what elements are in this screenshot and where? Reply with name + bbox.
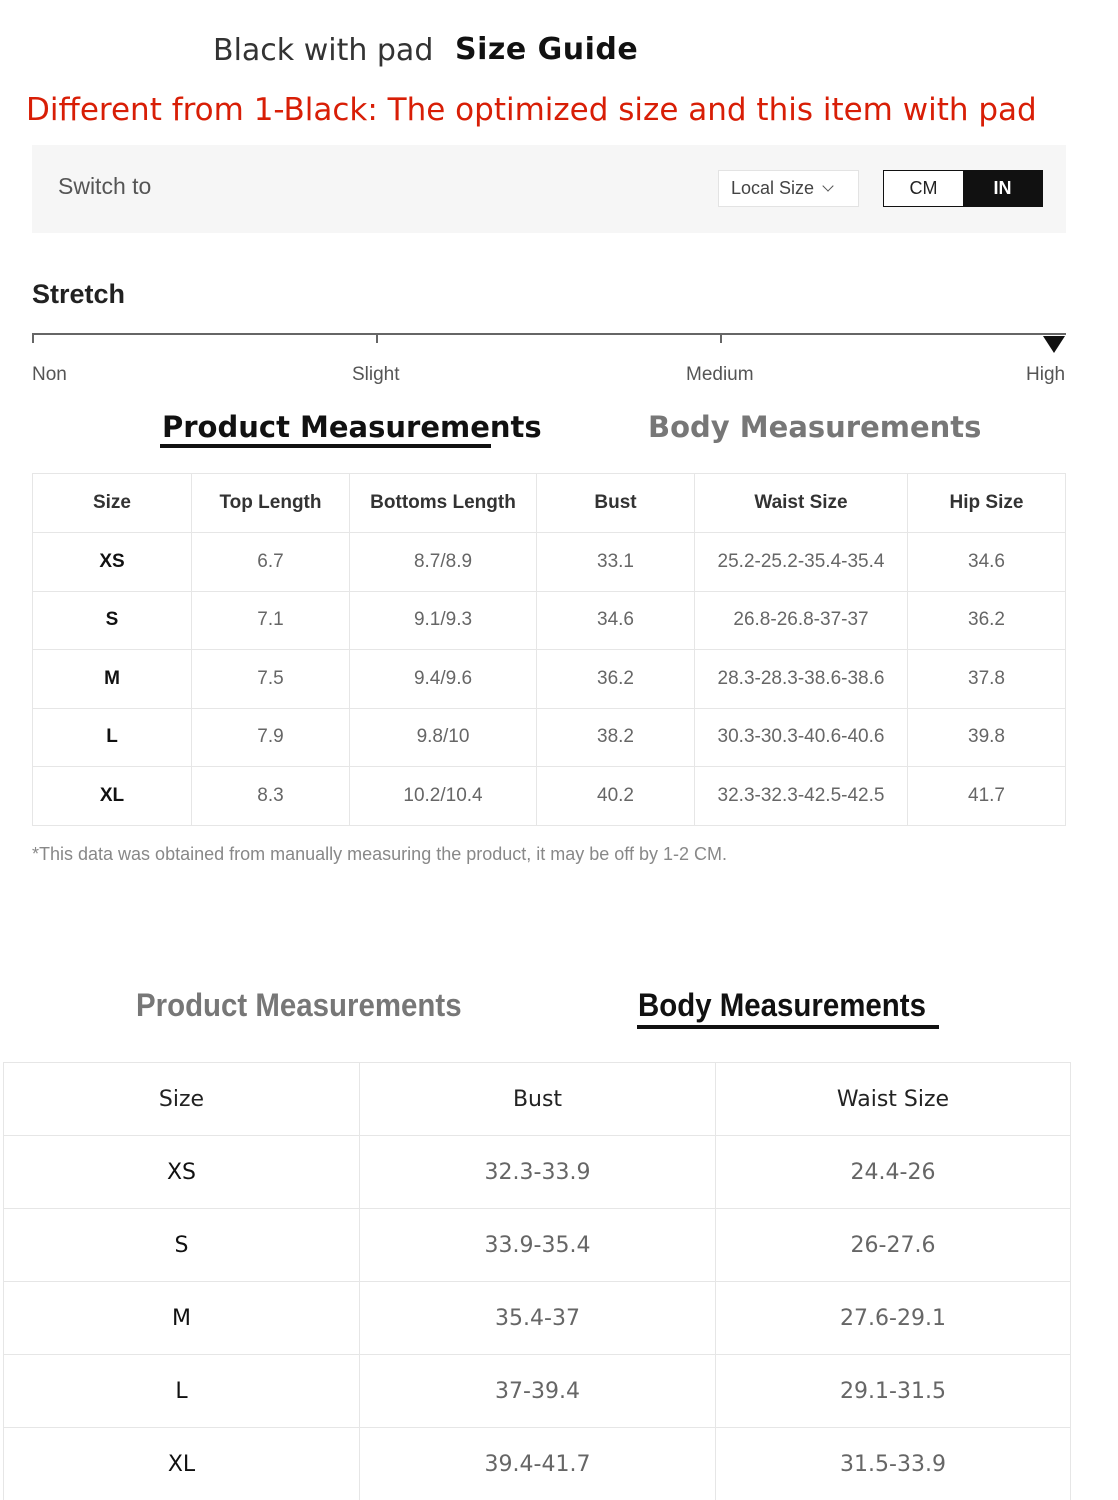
stretch-level-marker-icon	[1043, 336, 1065, 353]
table-cell: 26-27.6	[716, 1209, 1071, 1282]
table-row	[4, 1282, 1071, 1355]
table-cell: 9.1/9.3	[350, 591, 537, 650]
chevron-down-icon	[822, 180, 833, 191]
table-cell: L	[4, 1355, 360, 1428]
column-header: Top Length	[192, 474, 350, 533]
table-cell: 28.3-28.3-38.6-38.6	[695, 650, 908, 709]
column-header: Size	[33, 474, 192, 533]
table-row	[4, 1355, 1071, 1428]
stretch-label-high: High	[1026, 364, 1066, 385]
table-cell: 40.2	[537, 767, 695, 826]
table-cell: 35.4-37	[360, 1282, 716, 1355]
tab-product-measurements[interactable]: Product Measurements	[136, 987, 462, 1023]
unit-switch-bar	[32, 145, 1066, 233]
measurement-footnote: *This data was obtained from manually measuring the product, it may be off by 1-2 CM.	[32, 844, 728, 864]
table-cell: XS	[33, 533, 192, 592]
table-cell: S	[4, 1209, 360, 1282]
table-cell: 34.6	[908, 533, 1066, 592]
tab-body-measurements[interactable]: Body Measurements	[648, 410, 982, 444]
table-cell: L	[33, 708, 192, 767]
active-tab-underline	[160, 444, 491, 448]
table-cell: 6.7	[192, 533, 350, 592]
tab-body-measurements[interactable]: Body Measurements	[638, 987, 926, 1023]
table-cell: S	[33, 591, 192, 650]
table-cell: XL	[4, 1428, 360, 1500]
table-header-row	[4, 1063, 1071, 1136]
table-header-row	[33, 474, 1066, 533]
table-cell: 9.4/9.6	[350, 650, 537, 709]
column-header: Size	[4, 1063, 360, 1136]
page-title: Size Guide	[455, 32, 639, 67]
table-row	[33, 767, 1066, 826]
stretch-tick	[720, 333, 722, 343]
table-cell: 25.2-25.2-35.4-35.4	[695, 533, 908, 592]
table-cell: XL	[33, 767, 192, 826]
tab-product-measurements[interactable]: Product Measurements	[162, 410, 542, 444]
table-cell: 36.2	[537, 650, 695, 709]
table-cell: 29.1-31.5	[716, 1355, 1071, 1428]
active-tab-underline	[637, 1025, 939, 1029]
stretch-track	[32, 333, 1066, 335]
table-cell: 38.2	[537, 708, 695, 767]
local-size-dropdown[interactable]	[718, 170, 859, 207]
switch-label: Switch to	[58, 173, 152, 199]
table-cell: 31.5-33.9	[716, 1428, 1071, 1500]
local-size-label: Local Size	[731, 178, 815, 198]
stretch-label-medium: Medium	[686, 364, 754, 385]
table-cell: 32.3-33.9	[360, 1136, 716, 1209]
table-cell: M	[33, 650, 192, 709]
table-cell: 39.4-41.7	[360, 1428, 716, 1500]
stretch-tick	[32, 333, 34, 343]
unit-toggle	[883, 170, 1043, 207]
stretch-label-slight: Slight	[352, 364, 400, 385]
table-cell: 9.8/10	[350, 708, 537, 767]
table-cell: 7.5	[192, 650, 350, 709]
column-header: Waist Size	[695, 474, 908, 533]
column-header: Bust	[537, 474, 695, 533]
table-cell: 32.3-32.3-42.5-42.5	[695, 767, 908, 826]
unit-in-button[interactable]: IN	[963, 171, 1042, 206]
column-header: Hip Size	[908, 474, 1066, 533]
table-cell: 41.7	[908, 767, 1066, 826]
table-cell: 37.8	[908, 650, 1066, 709]
table-row	[33, 650, 1066, 709]
column-header: Bust	[360, 1063, 716, 1136]
body-measurements-table	[3, 1062, 1071, 1500]
title-row	[0, 30, 1118, 74]
table-cell: 33.1	[537, 533, 695, 592]
table-row	[33, 591, 1066, 650]
table-cell: 37-39.4	[360, 1355, 716, 1428]
size-notice: Different from 1-Black: The optimized size and this item with pad	[26, 92, 1037, 128]
table-cell: 36.2	[908, 591, 1066, 650]
table-cell: XS	[4, 1136, 360, 1209]
table-cell: 39.8	[908, 708, 1066, 767]
table-row	[4, 1428, 1071, 1500]
table-row	[4, 1209, 1071, 1282]
table-row	[33, 708, 1066, 767]
table-cell: 10.2/10.4	[350, 767, 537, 826]
product-measurements-table	[32, 473, 1066, 826]
table-cell: 26.8-26.8-37-37	[695, 591, 908, 650]
table-cell: 33.9-35.4	[360, 1209, 716, 1282]
column-header: Waist Size	[716, 1063, 1071, 1136]
table-cell: 7.1	[192, 591, 350, 650]
table-cell: 30.3-30.3-40.6-40.6	[695, 708, 908, 767]
stretch-tick	[376, 333, 378, 343]
table-row	[4, 1136, 1071, 1209]
table-cell: 24.4-26	[716, 1136, 1071, 1209]
stretch-label-non: Non	[32, 364, 67, 385]
table-cell: 7.9	[192, 708, 350, 767]
table-cell: M	[4, 1282, 360, 1355]
stretch-title: Stretch	[32, 279, 126, 309]
unit-cm-button[interactable]: CM	[884, 171, 963, 206]
column-header: Bottoms Length	[350, 474, 537, 533]
table-cell: 34.6	[537, 591, 695, 650]
table-cell: 8.3	[192, 767, 350, 826]
variant-label: Black with pad	[213, 33, 434, 68]
table-row	[33, 533, 1066, 592]
table-cell: 27.6-29.1	[716, 1282, 1071, 1355]
table-cell: 8.7/8.9	[350, 533, 537, 592]
